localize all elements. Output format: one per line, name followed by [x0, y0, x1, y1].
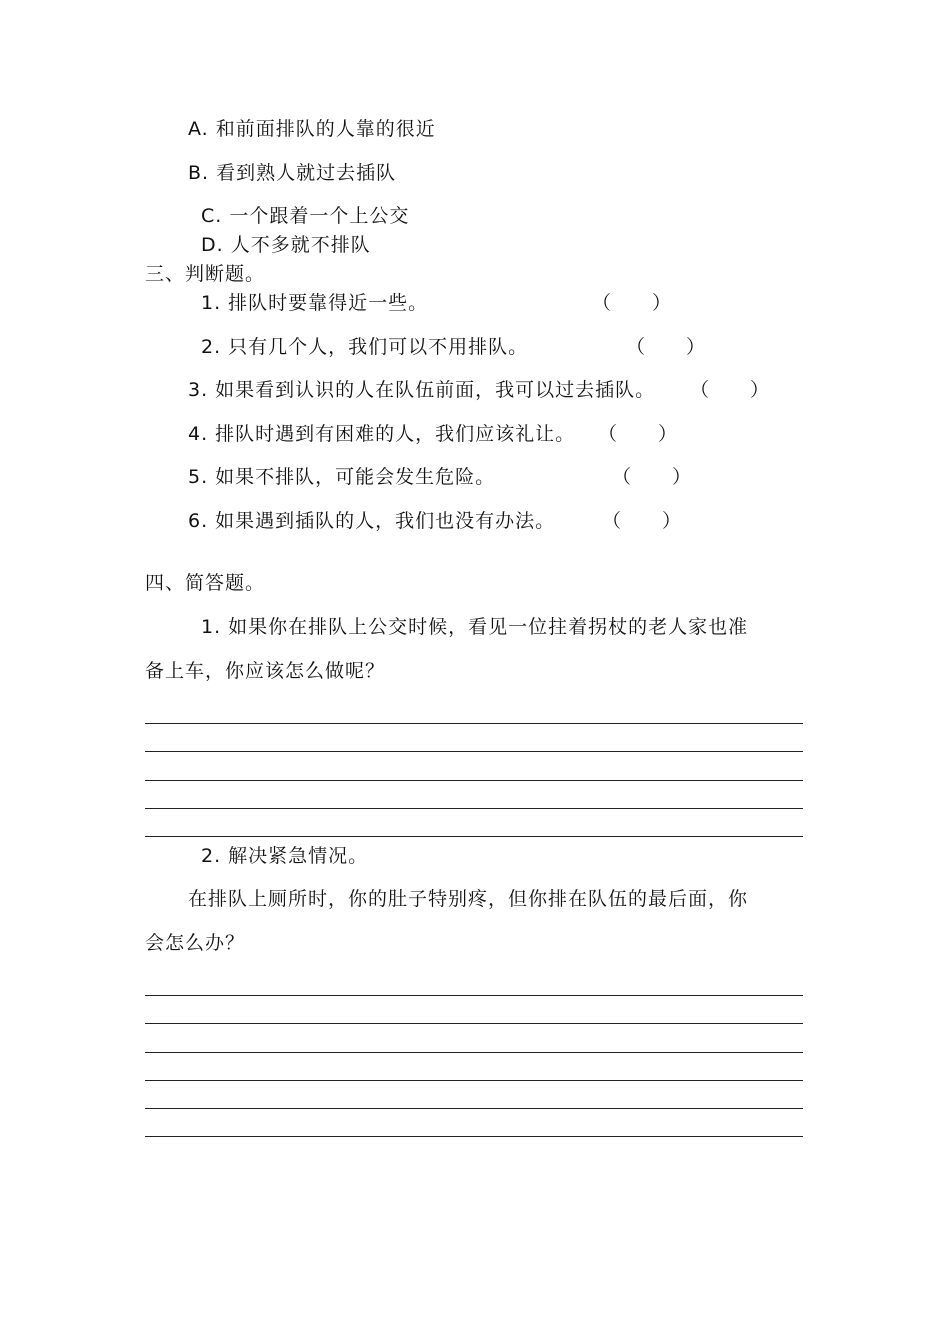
answer-line[interactable] — [145, 995, 803, 996]
answer-line[interactable] — [145, 1080, 803, 1081]
answer-line[interactable] — [145, 723, 803, 724]
answer-line[interactable] — [145, 836, 803, 837]
judge-item-5: 5. 如果不排队，可能会发生危险。 — [188, 466, 496, 488]
section4-title: 四、简答题。 — [145, 572, 266, 594]
answer-line[interactable] — [145, 808, 803, 809]
judge-paren-3[interactable]: （ ） — [690, 379, 771, 401]
question1-line1: 1. 如果你在排队上公交时候，看见一位拄着拐杖的老人家也准 — [201, 616, 749, 638]
judge-item-4: 4. 排队时遇到有困难的人，我们应该礼让。 — [188, 423, 576, 445]
judge-item-2: 2. 只有几个人，我们可以不用排队。 — [201, 336, 529, 358]
answer-line[interactable] — [145, 1052, 803, 1053]
judge-item-3: 3. 如果看到认识的人在队伍前面，我可以过去插队。 — [188, 379, 656, 401]
answer-line[interactable] — [145, 1136, 803, 1137]
judge-item-6: 6. 如果遇到插队的人，我们也没有办法。 — [188, 510, 556, 532]
judge-paren-1[interactable]: （ ） — [592, 292, 673, 314]
answer-line[interactable] — [145, 1023, 803, 1024]
question1-line2: 备上车，你应该怎么做呢？ — [145, 660, 386, 682]
option-c: C. 一个跟着一个上公交 — [201, 205, 410, 227]
question2-line1: 在排队上厕所时，你的肚子特别疼，但你排在队伍的最后面，你 — [188, 888, 749, 910]
judge-paren-5[interactable]: （ ） — [612, 466, 693, 488]
judge-paren-4[interactable]: （ ） — [598, 423, 679, 445]
answer-line[interactable] — [145, 780, 803, 781]
judge-item-1: 1. 排队时要靠得近一些。 — [201, 292, 429, 314]
answer-line[interactable] — [145, 751, 803, 752]
section3-title: 三、判断题。 — [145, 263, 266, 285]
judge-paren-6[interactable]: （ ） — [602, 510, 683, 532]
option-a: A. 和前面排队的人靠的很近 — [188, 118, 436, 140]
option-d: D. 人不多就不排队 — [201, 234, 371, 256]
judge-paren-2[interactable]: （ ） — [626, 336, 707, 358]
answer-line[interactable] — [145, 1108, 803, 1109]
question2-line2: 会怎么办？ — [145, 932, 246, 954]
option-b: B. 看到熟人就过去插队 — [188, 162, 397, 184]
question2-title: 2. 解决紧急情况。 — [201, 845, 369, 867]
